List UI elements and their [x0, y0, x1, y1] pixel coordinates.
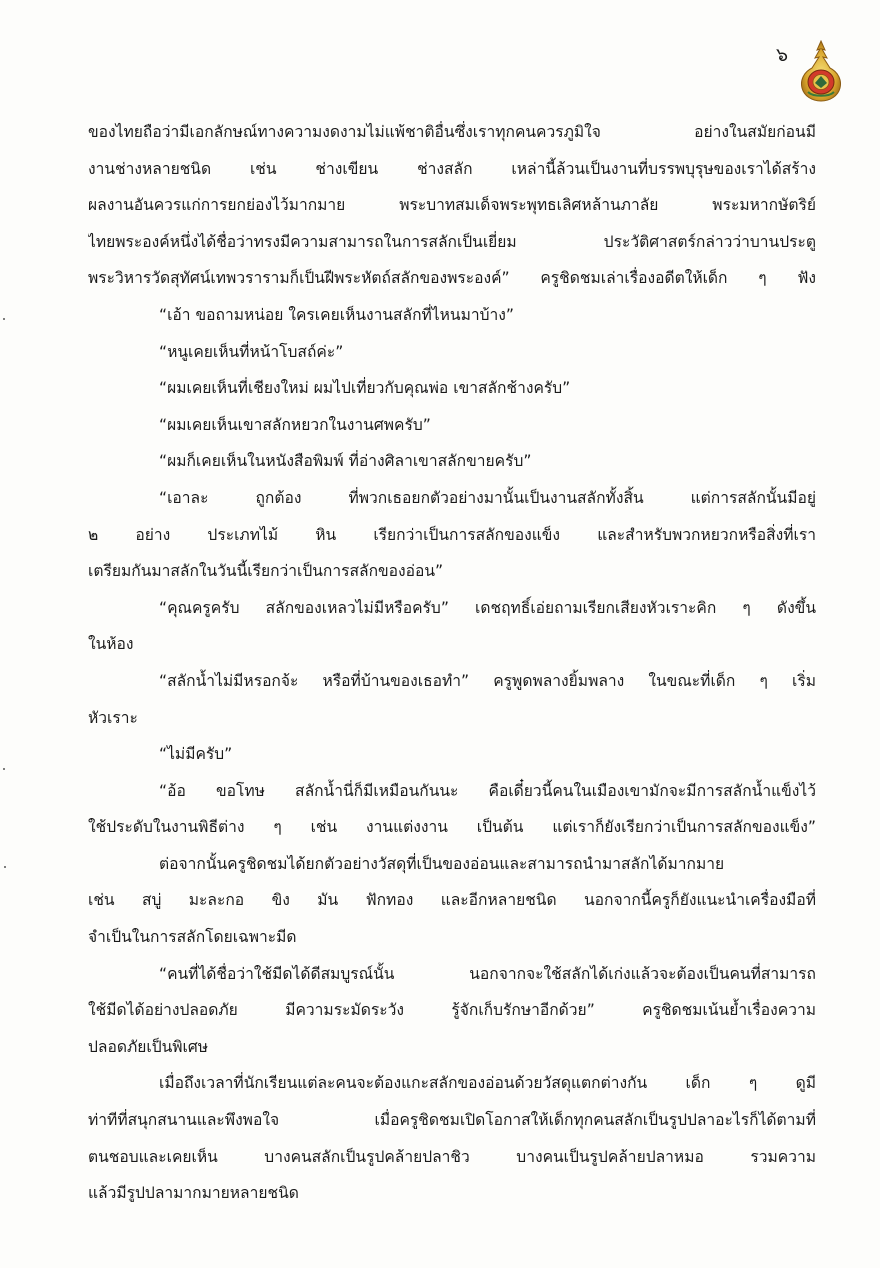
scan-speck: [3, 768, 5, 770]
document-body: [88, 114, 816, 1212]
text-line: แล้วมีรูปปลามากมายหลายชนิด: [88, 1184, 299, 1203]
royal-emblem-logo: [798, 40, 844, 102]
text-line: เมื่อถึงเวลาที่นักเรียนแต่ละคนจะต้องแกะสลักของอ่อนด้วยวัสดุแตกต่างกัน เด็ก ๆ ดูมี: [159, 1074, 816, 1093]
text-line: จำเป็นในการสลักโดยเฉพาะมีด: [88, 928, 297, 947]
text-line: “เอาละ ถูกต้อง ที่พวกเธอยกตัวอย่างมานั้นเป็นงานสลักทั้งสิ้น แต่การสลักนั้นมีอยู่: [159, 488, 816, 507]
text-line: ไทยพระองค์หนึ่งได้ชื่อว่าทรงมีความสามารถในการสลักเป็นเยี่ยม ประวัติศาสตร์กล่าวว่าบานประตู: [88, 232, 816, 251]
text-line: งานช่างหลายชนิด เช่น ช่างเขียน ช่างสลัก เหล่านี้ล้วนเป็นงานที่บรรพบุรุษของเราได้สร้าง: [88, 159, 816, 178]
text-line: “เอ้า ขอถามหน่อย ใครเคยเห็นงานสลักที่ไหนมาบ้าง”: [159, 305, 514, 324]
text-line: หัวเราะ: [88, 708, 138, 727]
text-line: ของไทยถือว่ามีเอกลักษณ์ทางความงดงามไม่แพ้ชาติอื่นซึ่งเราทุกคนควรภูมิใจ อย่างในสมัยก่อนมี: [88, 123, 816, 141]
scan-speck: [4, 866, 6, 868]
text-line: “สลักน้ำไม่มีหรอกจ้ะ หรือที่บ้านของเธอทำ” ครูพูดพลางยิ้มพลาง ในขณะที่เด็ก ๆ เริ่ม: [159, 671, 816, 690]
text-line: “หนูเคยเห็นที่หน้าโบสถ์ค่ะ”: [159, 342, 344, 361]
text-line: ๒ อย่าง ประเภทไม้ หิน เรียกว่าเป็นการสลักของแข็ง และสำหรับพวกหยวกหรือสิ่งที่เรา: [88, 525, 816, 544]
text-line: ตนชอบและเคยเห็น บางคนสลักเป็นรูปคล้ายปลาชิว บางคนเป็นรูปคล้ายปลาหมอ รวมความ: [88, 1147, 816, 1166]
text-line: ใช้มีดได้อย่างปลอดภัย มีความระมัดระวัง รู้จักเก็บรักษาอีกด้วย” ครูชิดชมเน้นย้ำเรื่องความ: [88, 1001, 816, 1020]
text-line: “ผมเคยเห็นเขาสลักหยวกในงานศพครับ”: [159, 415, 431, 434]
text-line: เช่น สบู่ มะละกอ ขิง มัน ฟักทอง และอีกหลายชนิด นอกจากนี้ครูก็ยังแนะนำเครื่องมือที่: [88, 891, 816, 910]
text-line: “ผมเคยเห็นที่เชียงใหม่ ผมไปเที่ยวกับคุณพ่อ เขาสลักช้างครับ”: [159, 379, 571, 398]
text-line: เตรียมกันมาสลักในวันนี้เรียกว่าเป็นการสลักของอ่อน”: [88, 562, 444, 581]
text-line: ท่าทีที่สนุกสนานและพึงพอใจ เมื่อครูชิดชมเปิดโอกาสให้เด็กทุกคนสลักเป็นรูปปลาอะไรก็ได้ตามที่: [88, 1111, 816, 1130]
text-line: ใช้ประดับในงานพิธีต่าง ๆ เช่น งานแต่งงาน เป็นต้น แต่เราก็ยังเรียกว่าเป็นการสลักของแข็ง”: [88, 818, 816, 837]
text-line: “ไม่มีครับ”: [159, 745, 233, 764]
page-number: ๖: [776, 44, 789, 66]
text-line: “อ้อ ขอโทษ สลักน้ำนี่ก็มีเหมือนกันนะ คือเดี๋ยวนี้คนในเมืองเขามักจะมีการสลักน้ำแข็งไว้: [159, 781, 816, 800]
scan-speck: [3, 318, 5, 320]
text-line: ปลอดภัยเป็นพิเศษ: [88, 1037, 209, 1056]
text-line: ผลงานอันควรแก่การยกย่องไว้มากมาย พระบาทสมเด็จพระพุทธเลิศหล้านภาลัย พระมหากษัตริย์: [88, 196, 816, 215]
text-line: “คุณครูครับ สลักของเหลวไม่มีหรือครับ” เดชฤทธิ์เอ่ยถามเรียกเสียงหัวเราะคิก ๆ ดังขึ้น: [159, 598, 816, 617]
text-line: “ผมก็เคยเห็นในหนังสือพิมพ์ ที่อ่างศิลาเขาสลักขายครับ”: [159, 452, 532, 471]
text-line: “คนที่ได้ชื่อว่าใช้มีดได้ดีสมบูรณ์นั้น นอกจากจะใช้สลักได้เก่งแล้วจะต้องเป็นคนที่สามารถ: [159, 964, 816, 983]
text-line: พระวิหารวัดสุทัศน์เทพวรารามก็เป็นฝีพระหัตถ์สลักของพระองค์” ครูชิดชมเล่าเรื่องอดีตให้เด็ก ๆ ฟัง: [88, 269, 816, 288]
text-line: ต่อจากนั้นครูชิดชมได้ยกตัวอย่างวัสดุที่เป็นของอ่อนและสามารถนำมาสลักได้มากมาย: [159, 854, 725, 873]
text-line: ในห้อง: [88, 635, 134, 654]
